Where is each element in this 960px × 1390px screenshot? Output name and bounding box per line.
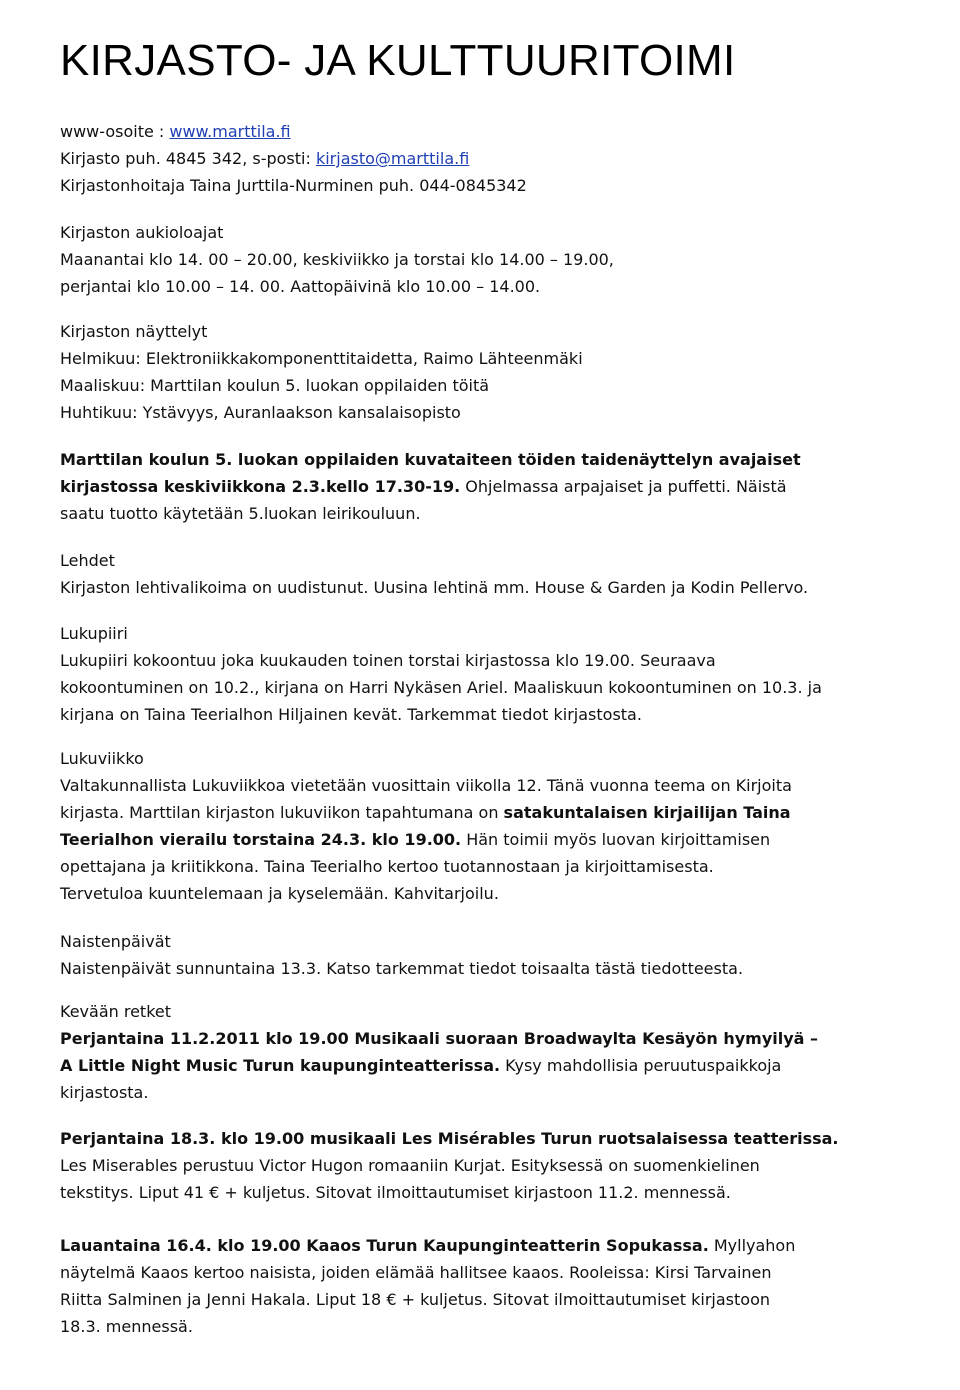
- trip-highlight: Lauantaina 16.4. klo 19.00 Kaaos Turun Kaupunginteatterin Sopukassa.: [60, 1236, 709, 1255]
- reading-circle-text: kirjana on Taina Teerialhon Hiljainen kevät. Tarkemmat tiedot kirjastosta.: [60, 705, 642, 724]
- exhibitions-section: [60, 318, 920, 426]
- reading-circle-section: [60, 620, 920, 728]
- trip-line: tekstitys. Liput 41 € + kuljetus. Sitovat ilmoittautumiset kirjastoon 11.2. mennessä.: [60, 1183, 731, 1202]
- exhibition-item: Helmikuu: Elektroniikkakomponenttitaidetta, Raimo Lähteenmäki: [60, 349, 583, 368]
- opening-line: saatu tuotto käytetään 5.luokan leirikouluun.: [60, 504, 421, 523]
- page-title: KIRJASTO- JA KULTTUURITOIMI: [60, 36, 736, 85]
- magazines-heading: Lehdet: [60, 551, 115, 570]
- trip-line: Les Miserables perustuu Victor Hugon romaaniin Kurjat. Esityksessä on suomenkielinen: [60, 1156, 760, 1175]
- reading-week-highlight: Teerialhon vierailu torstaina 24.3. klo 19.00.: [60, 830, 462, 849]
- reading-week-text: [60, 826, 920, 853]
- opening-section: [60, 446, 920, 527]
- reading-circle-text: Lukupiiri kokoontuu joka kuukauden toinen torstai kirjastossa klo 19.00. Seuraava: [60, 651, 716, 670]
- contact-section: [60, 118, 920, 199]
- trip-line: näytelmä Kaaos kertoo naisista, joiden elämää hallitsee kaaos. Rooleissa: Kirsi Tarvainen: [60, 1263, 772, 1282]
- email-link[interactable]: kirjasto@marttila.fi: [315, 149, 470, 168]
- trips-section: [60, 998, 920, 1106]
- magazines-text: Kirjaston lehtivalikoima on uudistunut. Uusina lehtinä mm. House & Garden ja Kodin Pellervo.: [60, 578, 809, 597]
- reading-week-text: [60, 799, 920, 826]
- womens-day-heading: Naistenpäivät: [60, 932, 171, 951]
- trip-line: [60, 1052, 920, 1079]
- trip-highlight: A Little Night Music Turun kaupunginteatterissa.: [60, 1056, 501, 1075]
- reading-week-text-rest: Hän toimii myös luovan kirjoittamisen: [461, 830, 771, 849]
- trip-line: Riitta Salminen ja Jenni Hakala. Liput 18 € + kuljetus. Sitovat ilmoittautumiset kirjastoon: [60, 1290, 770, 1309]
- reading-circle-heading: Lukupiiri: [60, 624, 128, 643]
- trip-line: 18.3. mennessä.: [60, 1317, 193, 1336]
- trip-line: Perjantaina 11.2.2011 klo 19.00 Musikaali suoraan Broadwaylta Kesäyön hymyilyä –: [60, 1029, 819, 1048]
- reading-circle-text: kokoontuminen on 10.2., kirjana on Harri Nykäsen Ariel. Maaliskuun kokoontuminen on 10.3. ja: [60, 678, 822, 697]
- opening-line: Marttilan koulun 5. luokan oppilaiden kuvataiteen töiden taidenäyttelyn avajaiset: [60, 450, 801, 469]
- web-prefix: www-osoite :: [60, 122, 170, 141]
- hours-line: Maanantai klo 14. 00 – 20.00, keskiviikko ja torstai klo 14.00 – 19.00,: [60, 250, 614, 269]
- trips-heading: Kevään retket: [60, 1002, 171, 1021]
- trip-2: [60, 1125, 920, 1206]
- trip-line: kirjastosta.: [60, 1083, 149, 1102]
- womens-day-text: Naistenpäivät sunnuntaina 13.3. Katso tarkemmat tiedot toisaalta tästä tiedotteesta.: [60, 959, 744, 978]
- magazines-section: [60, 547, 920, 601]
- trip-3: [60, 1232, 920, 1340]
- opening-line: [60, 473, 920, 500]
- hours-line: perjantai klo 10.00 – 14. 00. Aattopäivinä klo 10.00 – 14.00.: [60, 277, 541, 296]
- phone-prefix: Kirjasto puh. 4845 342, s-posti:: [60, 149, 316, 168]
- reading-week-text: Valtakunnallista Lukuviikkoa vietetään vuosittain viikolla 12. Tänä vuonna teema on Kirjoita: [60, 776, 792, 795]
- website-link[interactable]: www.marttila.fi: [169, 122, 291, 141]
- trip-text: Myllyahon: [708, 1236, 796, 1255]
- womens-day-section: [60, 928, 920, 982]
- trip-line: Perjantaina 18.3. klo 19.00 musikaali Les Misérables Turun ruotsalaisessa teatterissa.: [60, 1129, 839, 1148]
- reading-week-text: Tervetuloa kuuntelemaan ja kyselemään. Kahvitarjoilu.: [60, 884, 499, 903]
- trip-line: [60, 1232, 920, 1259]
- exhibitions-heading: Kirjaston näyttelyt: [60, 322, 208, 341]
- exhibition-item: Huhtikuu: Ystävyys, Auranlaakson kansalaisopisto: [60, 403, 461, 422]
- hours-section: [60, 219, 920, 300]
- reading-week-intro: kirjasta. Marttilan kirjaston lukuviikon tapahtumana on: [60, 803, 504, 822]
- web-line: [60, 118, 920, 145]
- reading-week-section: [60, 745, 920, 907]
- trip-text: Kysy mahdollisia peruutuspaikkoja: [500, 1056, 782, 1075]
- hours-heading: Kirjaston aukioloajat: [60, 223, 224, 242]
- exhibition-item: Maaliskuu: Marttilan koulun 5. luokan oppilaiden töitä: [60, 376, 490, 395]
- reading-week-highlight: satakuntalaisen kirjailijan Taina: [503, 803, 791, 822]
- reading-week-text: opettajana ja kriitikkona. Taina Teerialho kertoo tuotannostaan ja kirjoittamisesta.: [60, 857, 714, 876]
- librarian-line: Kirjastonhoitaja Taina Jurttila-Nurminen puh. 044-0845342: [60, 176, 527, 195]
- phone-line: [60, 145, 920, 172]
- opening-date: kirjastossa keskiviikkona 2.3.kello 17.30-19.: [60, 477, 461, 496]
- opening-text: Ohjelmassa arpajaiset ja puffetti. Näistä: [460, 477, 787, 496]
- reading-week-heading: Lukuviikko: [60, 749, 144, 768]
